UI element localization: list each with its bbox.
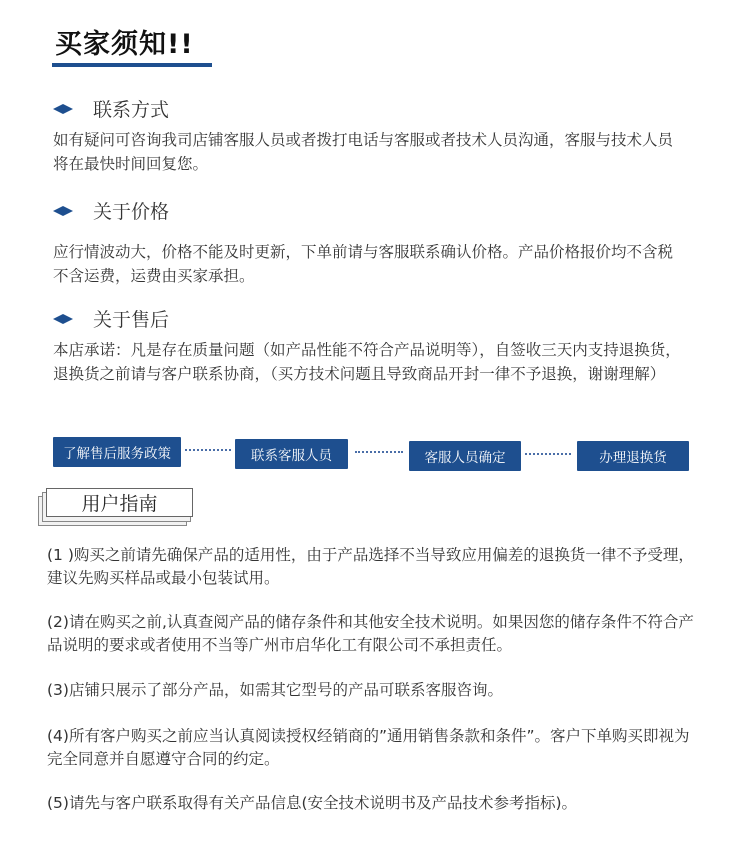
- user-guide-title: 用户指南: [46, 488, 193, 517]
- flow-connector: [355, 451, 403, 453]
- flow-step-return: 办理退换货: [577, 441, 689, 471]
- section-title: 关于售后: [93, 309, 170, 331]
- section-aftersale-heading: [53, 305, 169, 332]
- guide-item: (4)所有客户购买之前应当认真阅读授权经销商的”通用销售条款和条件”。客户下单购买即视为完全同意并自愿遵守合同的约定。: [47, 727, 690, 768]
- section-title: 联系方式: [93, 99, 170, 121]
- section-price-heading: [53, 197, 169, 224]
- section-price-body: 应行情波动大，价格不能及时更新，下单前请与客服联系确认价格。产品价格报价均不含税不含运费，运费由买家承担。: [53, 243, 674, 285]
- flow-step-policy: 了解售后服务政策: [53, 437, 181, 467]
- page-title: 买家须知!!: [55, 29, 194, 60]
- guide-item: (5)请先与客户联系取得有关产品信息(安全技术说明书及产品技术参考指标)。: [47, 794, 578, 812]
- guide-item: (2)请在购买之前,认真查阅产品的储存条件和其他安全技术说明。如果因您的储存条件不符合产品说明的要求或者使用不当等广州市启华化工有限公司不承担责任。: [47, 613, 694, 654]
- user-guide-heading: [38, 488, 193, 524]
- flow-step-confirm: 客服人员确定: [409, 441, 521, 471]
- section-contact-body: 如有疑问可咨询我司店铺客服人员或者拨打电话与客服或者技术人员沟通，客服与技术人员将在最快时间回复您。: [53, 131, 674, 173]
- flow-connector: [525, 453, 571, 455]
- diamond-bullet-icon: [53, 309, 73, 329]
- guide-item: (1 )购买之前请先确保产品的适用性，由于产品选择不当导致应用偏差的退换货一律不予受理，建议先购买样品或最小包装试用。: [47, 546, 694, 587]
- diamond-bullet-icon: [53, 201, 73, 221]
- flow-step-contact: 联系客服人员: [235, 439, 348, 469]
- diamond-bullet-icon: [53, 99, 73, 119]
- section-contact-heading: [53, 95, 169, 122]
- flow-connector: [185, 449, 231, 451]
- title-underline: [52, 63, 212, 67]
- section-title: 关于价格: [93, 201, 170, 223]
- guide-item: (3)店铺只展示了部分产品，如需其它型号的产品可联系客服咨询。: [47, 681, 503, 699]
- section-aftersale-body: 本店承诺：凡是存在质量问题（如产品性能不符合产品说明等），自签收三天内支持退换货，退换货之前请与客户联系协商，（买方技术问题且导致商品开封一律不予退换，谢谢理解）: [53, 341, 681, 383]
